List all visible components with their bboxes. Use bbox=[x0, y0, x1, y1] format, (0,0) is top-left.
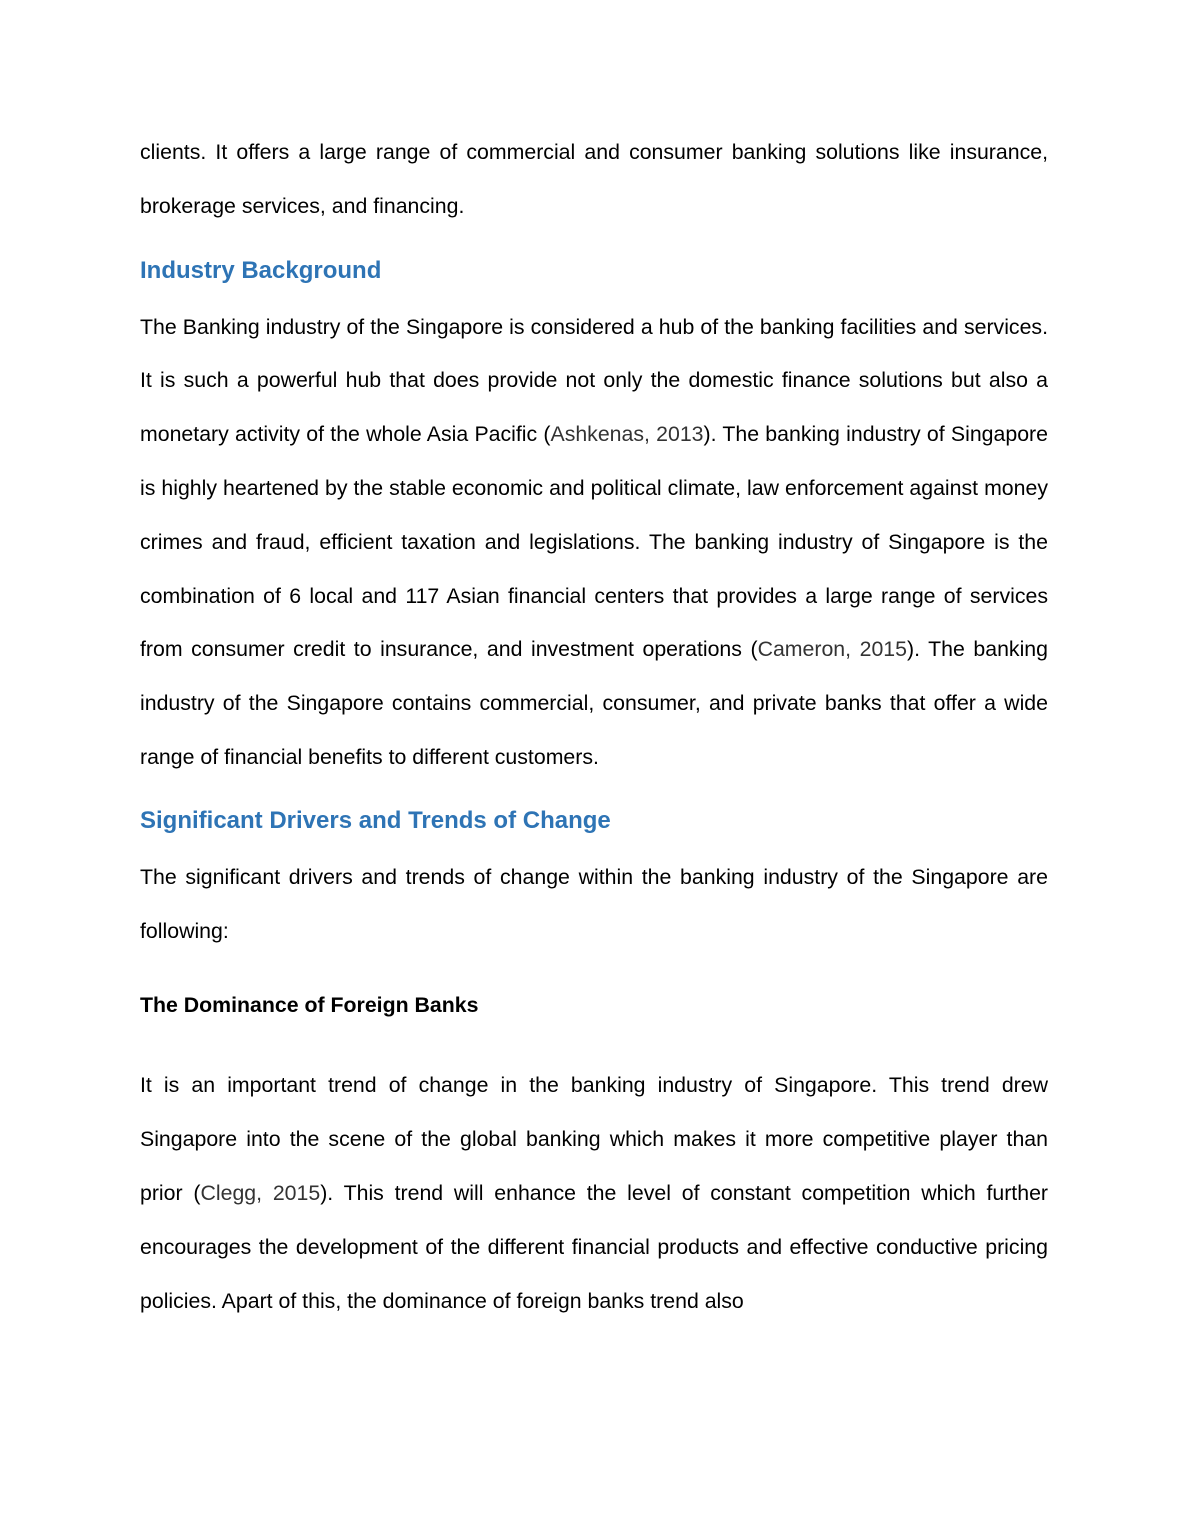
drivers-intro-paragraph bbox=[140, 851, 1048, 959]
heading-industry-background: Industry Background bbox=[140, 256, 382, 284]
industry-text-1: The Banking industry of the Singapore is considered a hub of the banking facilities and services. It is such a powerful hub that does provide not only the domestic finance solutions but also a monetary activity of the whole Asia Pacific ( bbox=[140, 314, 1048, 447]
document-page bbox=[140, 126, 1048, 1328]
citation-clegg: Clegg, 2015 bbox=[200, 1180, 321, 1205]
industry-text-2: ). The banking industry of Singapore is highly heartened by the stable economic and political climate, law enforcement against money crimes and fraud, efficient taxation and legislations. The banking industry of Singapore is the combination of 6 local and 117 Asian financial centers that provides a large range of services from consumer credit to insurance, and investment operations ( bbox=[140, 422, 1048, 662]
intro-paragraph bbox=[140, 126, 1048, 234]
dominance-paragraph bbox=[140, 1059, 1048, 1328]
industry-background-paragraph bbox=[140, 301, 1048, 785]
drivers-intro-text: The significant drivers and trends of change within the banking industry of the Singapore are following: bbox=[140, 864, 1048, 943]
heading-dominance-foreign-banks: The Dominance of Foreign Banks bbox=[140, 993, 479, 1018]
dominance-text-1: It is an important trend of change in the banking industry of Singapore. This trend drew Singapore into the scene of the global banking which makes it more competitive player than prior ( bbox=[140, 1073, 1048, 1205]
intro-text: clients. It offers a large range of commercial and consumer banking solutions like insurance, brokerage services, and financing. bbox=[140, 140, 1048, 218]
citation-cameron: Cameron, 2015 bbox=[757, 637, 907, 662]
dominance-text-2: ). This trend will enhance the level of constant competition which further encourages the development of the different financial products and effective conductive pricing policies. Apart of this, the dominance of foreign banks trend also bbox=[140, 1180, 1048, 1313]
industry-text-3: ). The banking industry of the Singapore contains commercial, consumer, and private banks that offer a wide range of financial benefits to different customers. bbox=[140, 637, 1048, 769]
heading-significant-drivers: Significant Drivers and Trends of Change bbox=[140, 806, 611, 834]
citation-ashkenas: Ashkenas, 2013 bbox=[550, 422, 704, 447]
